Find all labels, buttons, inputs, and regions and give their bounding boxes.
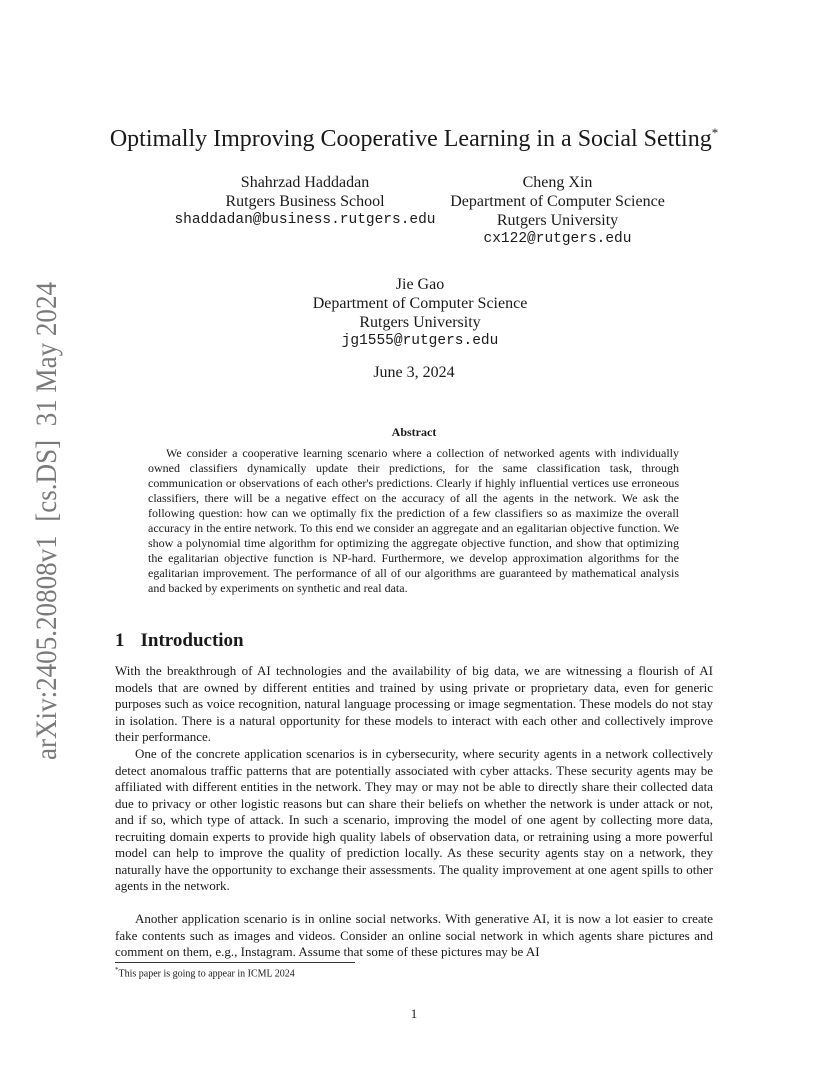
footnote-text: This paper is going to appear in ICML 2024 xyxy=(118,968,295,980)
section-title: Introduction xyxy=(140,630,244,651)
abstract-body: We consider a cooperative learning scenario where a collection of networked agents with individually owned classifiers dynamically update their predictions, for the same classification task, through communication or observations of each other's predictions. Clearly if highly influential vertices use erroneous classifiers, there will be a negative effect on the accuracy of all the agents in the network. We ask the following question: how can we optimally fix the prediction of a few classifiers so as maximize the overall accuracy in the entire network. To this end we consider an aggregate and an egalitarian objective function. We show a polynomial time algorithm for optimizing the aggregate objective function, and show that optimizing the egalitarian objective function is NP-hard. Furthermore, we develop approximation algorithms for the egalitarian improvement. The performance of all of our algorithms are guaranteed by mathematical analysis and backed by experiments on synthetic and real data. xyxy=(148,446,679,595)
author-email[interactable]: jg1555@rutgers.edu xyxy=(341,333,499,349)
author-affiliation: Rutgers University xyxy=(496,212,619,229)
author-department: Department of Computer Science xyxy=(312,295,528,312)
body-paragraph: Another application scenario is in online social networks. With generative AI, it is now a lot easier to create fake contents such as images and videos. Consider an online social network in which agents share pictures and comment on them, e.g., Instagram. Assume that some of these pictures may be AI xyxy=(115,911,713,959)
body-paragraph: With the breakthrough of AI technologies and the availability of big data, we are witnessing a flourish of AI models that are owned by different entities and trained by using private or proprietary data, even for generic purposes such as voice recognition, natural language processing or image segmentation. These models do not stay in isolation. There is a natural opportunity for these models to interact with each other and collectively improve their performance. xyxy=(115,663,713,744)
body-paragraph: One of the concrete application scenarios is in cybersecurity, where security agents in a network collectively detect anomalous traffic patterns that are potentially associated with cyber attacks. These security agents may be affiliated with different entities in the network. They may or may not be able to directly share their collected data due to privacy or other logistic reasons but can share their beliefs on whether the network is under attack or not, and if so, which type of attack. In such a scenario, improving the model of one agent by collecting more data, recruiting domain experts to provide high quality labels of observation data, or retraining using a more powerful model can help to improve the quality of prediction locally. As these security agents stay on a network, they naturally have the opportunity to exchange their assessments. The quality improvement at one agent spills to other agents in the network. xyxy=(115,746,713,893)
author-block-3 xyxy=(250,275,590,351)
section-heading xyxy=(115,630,244,652)
footnote-mark: * xyxy=(115,966,119,974)
author-email[interactable]: shaddadan@business.rutgers.edu xyxy=(174,212,436,228)
paper-date: June 3, 2024 xyxy=(373,364,455,381)
author-name: Cheng Xin xyxy=(522,174,593,191)
author-name: Shahrzad Haddadan xyxy=(240,174,370,191)
author-affiliation: Rutgers University xyxy=(359,314,481,331)
section-number: 1 xyxy=(115,630,125,651)
paper-title xyxy=(0,125,828,153)
paper-title-text: Optimally Improving Cooperative Learning in a Social Setting xyxy=(109,126,712,152)
arxiv-stamp-text: arXiv:2405.20808v1 [cs.DS] 31 May 2024 xyxy=(30,280,63,760)
title-footnote-mark: * xyxy=(711,125,719,140)
author-department: Department of Computer Science xyxy=(450,193,665,210)
arxiv-stamp xyxy=(22,280,66,760)
abstract-heading: Abstract xyxy=(391,425,437,439)
author-block-2 xyxy=(420,173,695,249)
page-number: 1 xyxy=(410,1006,418,1021)
author-affiliation: Rutgers Business School xyxy=(225,193,385,210)
footnote xyxy=(115,966,295,979)
author-name: Jie Gao xyxy=(395,276,445,293)
footnote-rule xyxy=(115,962,355,963)
author-email[interactable]: cx122@rutgers.edu xyxy=(483,231,632,247)
